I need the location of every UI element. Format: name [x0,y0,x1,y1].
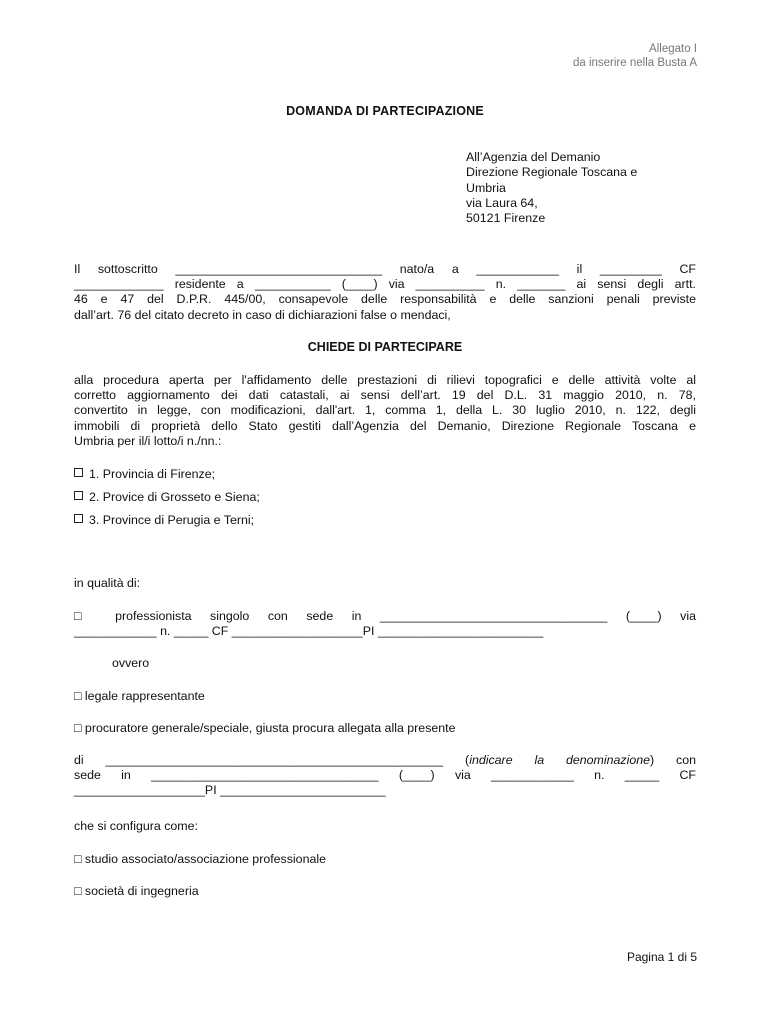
denominazione-line [74,753,696,768]
recipient-line: 50121 Firenze [466,211,546,226]
busta-text: da inserire nella Busta A [572,57,697,69]
procedura-line: immobili di proprietà dello Stato gestiti dall’Agenzia del Demanio, Direzione Regionale Toscana e [74,418,696,433]
qualita-label: in qualità di: [74,576,141,590]
intro-line: Il sottoscritto ______________________________ nato/a a ____________ il _________ CF [74,262,696,276]
allegato-text: Allegato I [649,43,697,55]
recipient-line: All’Agenzia del Demanio [466,150,601,164]
intro-line: _____________ residente a ___________ (____) via __________ n. _______ ai sensi degli artt. [74,277,696,292]
checkbox-icon[interactable] [74,514,83,523]
ovvero-label: ovvero [112,656,150,670]
societa-option[interactable]: □ società di ingegneria [74,884,199,898]
professionista-paragraph [74,609,696,639]
procedura-paragraph [74,373,696,449]
recipient-line: Umbria [466,180,506,195]
recipient-line: via Laura 64, [466,195,538,210]
denominazione-line: ___________________PI ________________________ [74,783,386,798]
legale-option[interactable]: □ legale rappresentante [74,689,205,703]
professionista-line: ____________ n. _____ CF ___________________PI ________________________ [74,624,544,639]
attachment-label [573,42,697,70]
procuratore-option[interactable]: □ procuratore generale/speciale, giusta procura allegata alla presente [74,721,456,735]
lotto-option-2[interactable] [74,490,260,505]
denominazione-hint: indicare la denominazione [469,753,651,767]
intro-paragraph [74,262,696,323]
configura-label: che si configura come: [74,819,198,833]
section-heading: CHIEDE DI PARTECIPARE [307,340,463,354]
page-number: Pagina 1 di 5 [626,950,697,964]
intro-line: dall’art. 76 del citato decreto in caso di dichiarazioni false o mendaci, [74,307,451,322]
procedura-line: corretto aggiornamento dei dati catastali, ai sensi dell’art. 19 del D.L. 31 maggio 2010, n. 78, [74,388,696,403]
lotto-label: 2. Provice di Grosseto e Siena; [89,490,260,504]
lotto-option-3[interactable] [74,513,254,528]
procedura-line: Umbria per il/i lotto/i n./nn.: [74,433,222,448]
denominazione-line: sede in _________________________________ (____) via ____________ n. _____ CF [74,768,696,783]
denominazione-post: ) con [650,753,696,767]
lotto-label: 3. Province di Perugia e Terni; [89,513,255,527]
denominazione-pre: di _________________________________________________ ( [74,753,470,767]
lotto-label: 1. Provincia di Firenze; [89,467,216,481]
checkbox-icon[interactable] [74,468,83,477]
document-title: DOMANDA DI PARTECIPAZIONE [286,104,484,118]
lotto-option-1[interactable] [74,467,215,482]
checkbox-icon[interactable] [74,491,83,500]
denominazione-paragraph [74,753,696,799]
procedura-line: convertito in legge, con modificazioni, dall'art. 1, comma 1, della L. 30 luglio 2010, n. 122, degli [74,403,696,418]
intro-line: 46 e 47 del D.P.R. 445/00, consapevole delle responsabilità e delle sanzioni penali previste [74,292,696,307]
studio-option[interactable]: □ studio associato/associazione professionale [74,852,326,866]
recipient-address [466,150,637,226]
procedura-line: alla procedura aperta per l'affidamento delle prestazioni di rilievi topografici e delle attività volte al [74,373,696,387]
recipient-line: Direzione Regionale Toscana e [466,165,638,180]
professionista-line: □ professionista singolo con sede in _________________________________ (____) via [74,609,696,623]
